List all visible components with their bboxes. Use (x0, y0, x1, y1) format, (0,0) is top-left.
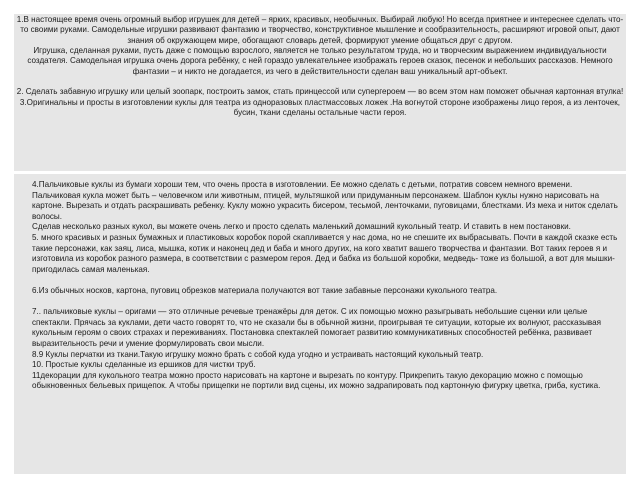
paragraph-10-pipe-cleaner-dolls: 10. Простые куклы сделанные из ершиков для чистки труб. (32, 360, 256, 370)
paragraph-3-spoon-dolls: 3.Оригинальны и просты в изготовлении куклы для театра из одноразовых пластмассовых ложек .На вогнутой стороне изображены лицо героя, а из ленточек, бусин, ткани сделаны остальные части героя. (19, 97, 621, 118)
details-text-box (14, 174, 626, 474)
paragraph-home-theatre: Сделав несколько разных кукол, вы можете очень легко и просто сделать маленький домашний кукольный театр. И ставить в нем постановки. (32, 222, 571, 232)
paragraph-11-decorations: 11декорации для кукольного театра можно просто нарисовать на картоне и вырезать по контуру. Прикрепить такую декорацию можно с помощью обыкновенных бельевых прищепок. А чтобы прищепки не портили вид сцены, их можно задрапировать под картонную фигурку цветка, гриба, кустика. (32, 370, 601, 391)
paragraph-handmade-toy: Игрушка, сделанная руками, пусть даже с помощью взрослого, является не только результатом труда, но и творческим выражением индивидуальности создателя. Самодельная игрушка очень дорога ребёнку, с ней гораздо увлекательнее изображать героев сказок, песенок и небольших рассказов. Немного фантазии – и никто не догадается, из чего в действительности сделан ваш уникальный арт-объект. (27, 46, 613, 76)
paragraph-6-sock-puppets: 6.Из обычных носков, картона, пуговиц обрезков материала получаются вот такие забавные персонажи кукольного театра. (32, 285, 498, 295)
spacer (32, 297, 618, 308)
spacer (16, 77, 624, 87)
paragraph-2-cardboard-tube: 2. Сделать забавную игрушку или целый зоопарк, построить замок, стать принцессой или супергероем — во всем этом нам поможет обычная картонная втулка! (16, 87, 624, 97)
spacer (32, 275, 618, 286)
paragraph-7-origami-puppets: 7.. пальчиковые куклы – оригами — это отличные речевые тренажёры для деток. С их помощью можно разыгрывать небольшие сценки или целые спектакли. Прячась за куклами, дети часто говорят то, что не сказали бы в обычной жизни, проигрывая те ситуации, которые их волнуют, рассказывая кукольным героям о своих страхах и переживаниях. Постановка спектаклей помогает развитию коммуникативных способностей ребёнка, развивает выразительность речи и умение формулировать свои мысли. (32, 307, 602, 348)
paragraph-5-box-characters: 5. много красивых и разных бумажных и пластиковых коробок порой скапливается у нас дома, но не спешите их выбрасывать. Почти в каждой сказке есть такие персонажи, как заяц, лиса, мышка, котик и наконец дед и баба и много других, на кого хватит вашего творчества и фантазии. Вот таких героев я и изготовила из коробок разного размера, в соответствии с размером героя. Дед и бабка из большой коробки, медведь- тоже из большой, а вот для мышки-пригодилась самая маленькая. (32, 232, 618, 274)
paragraph-1-toy-benefits: 1.В настоящее время очень огромный выбор игрушек для детей – ярких, красивых, необычных. Выбирай любую! Но всегда приятнее и интереснее сделать что-то своими руками. Самодельные игрушки развивают фантазию и творчество, конструктивное мышление и сообразительность, расширяют игровой опыт, дают знания об окружающем мире, обогащают словарь детей, формируют умение общаться друг с другом. (16, 15, 624, 45)
paragraph-4-paper-finger-puppets: 4.Пальчиковые куклы из бумаги хороши тем, что очень проста в изготовлении. Ее можно сделать с детьми, потратив совсем немного времени. Пальчиковая кукла может быть – человечком или животным, птицей, мультяшкой или придуманным персонажем. Шаблон куклы нужно нарисовать на картоне. Вырезать и отдать раскрашивать ребенку. Куклу можно украсить бисером, тесьмой, ленточками, пуговицами, блестками. Из меха и ниток сделать волосы. (32, 180, 618, 221)
intro-text-box (14, 14, 626, 171)
paragraph-8-9-glove-puppets: 8.9 Куклы перчатки из ткани.Такую игрушку можно брать с собой куда угодно и устраивать настоящий кукольный театр. (32, 349, 484, 359)
